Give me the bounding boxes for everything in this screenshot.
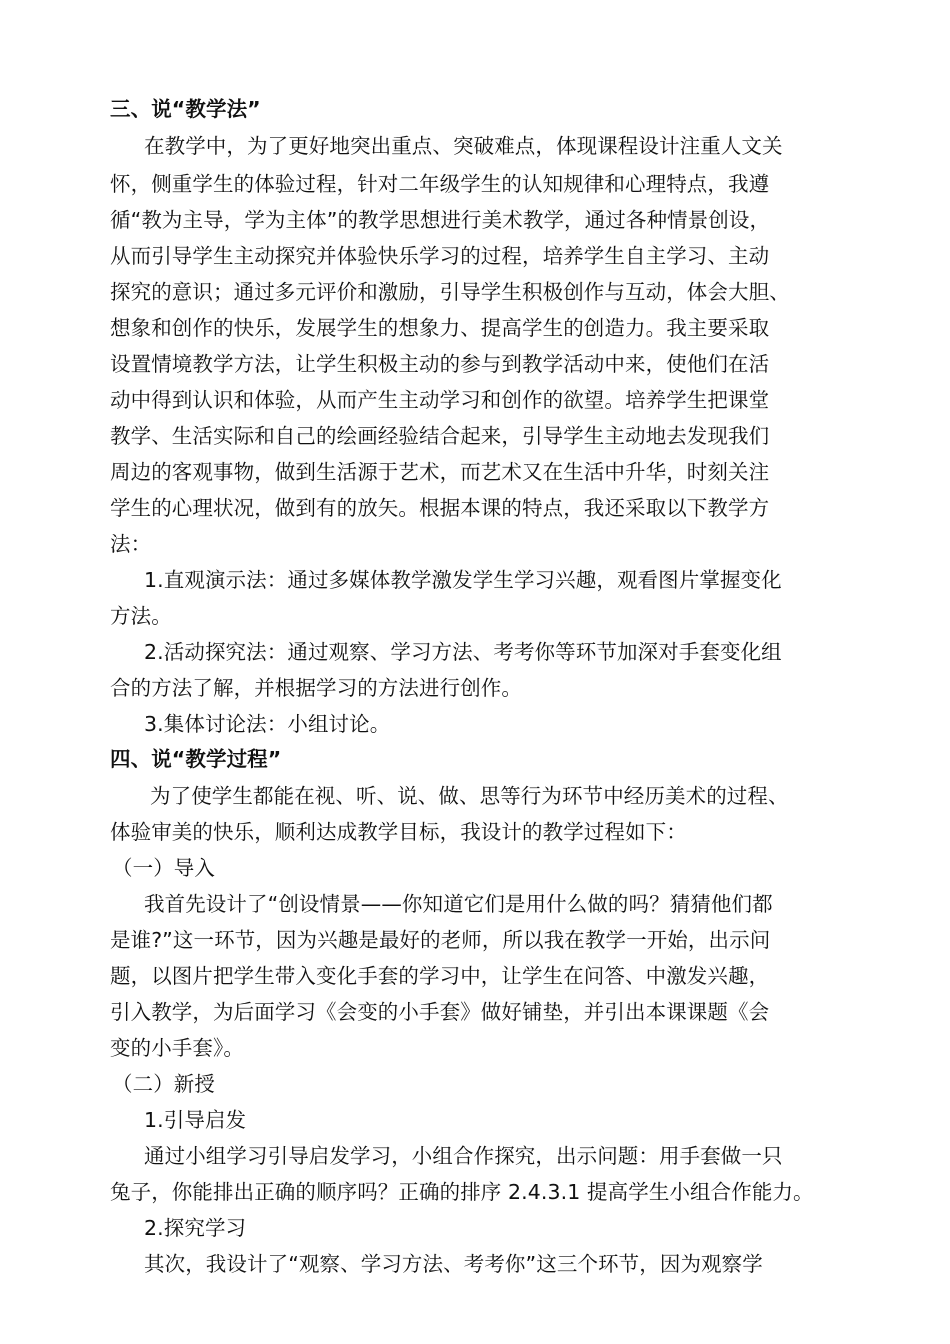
section-4-heading: 四、说“教学过程”	[110, 747, 282, 771]
part-2-title: （二）新授	[112, 1072, 215, 1096]
paragraph-line: 探究的意识；通过多元评价和激励，引导学生积极创作与互动，体会大胆、	[110, 280, 790, 304]
paragraph-line: 是谁?”这一环节，因为兴趣是最好的老师，所以我在教学一开始，出示问	[110, 928, 771, 952]
paragraph-line: 为了使学生都能在视、听、说、做、思等行为环节中经历美术的过程、	[150, 784, 789, 808]
paragraph-line: 我首先设计了“创设情景——你知道它们是用什么做的吗？猜猜他们都	[144, 892, 773, 916]
paragraph-line: 设置情境教学方法，让学生积极主动的参与到教学活动中来，使他们在活	[110, 352, 770, 376]
method-3: 3.集体讨论法：小组讨论。	[144, 712, 391, 736]
paragraph-line: 体验审美的快乐，顺利达成教学目标，我设计的教学过程如下：	[110, 820, 687, 844]
paragraph-line: 变的小手套》。	[110, 1036, 244, 1060]
paragraph-line: 法：	[110, 532, 152, 556]
method-line: 合的方法了解，并根据学习的方法进行创作。	[110, 676, 522, 700]
paragraph-line: 学生的心理状况，做到有的放矢。根据本课的特点，我还采取以下教学方	[110, 496, 770, 520]
paragraph-line: 兔子，你能排出正确的顺序吗？正确的排序 2.4.3.1 提高学生小组合作能力。	[110, 1180, 814, 1204]
section-3-heading: 三、说“教学法”	[110, 97, 261, 121]
paragraph-line: 动中得到认识和体验，从而产生主动学习和创作的欲望。培养学生把课堂	[110, 388, 770, 412]
paragraph-line: 从而引导学生主动探究并体验快乐学习的过程，培养学生自主学习、主动	[110, 244, 770, 268]
sub-2-title: 2.探究学习	[144, 1216, 247, 1240]
part-1-title: （一）导入	[112, 856, 215, 880]
paragraph-line: 其次，我设计了“观察、学习方法、考考你”这三个环节，因为观察学	[144, 1252, 763, 1276]
method-line: 1.直观演示法：通过多媒体教学激发学生学习兴趣，观看图片掌握变化	[144, 568, 782, 592]
paragraph-line: 题，以图片把学生带入变化手套的学习中，让学生在问答、中激发兴趣，	[110, 964, 770, 988]
paragraph-line: 教学、生活实际和自己的绘画经验结合起来，引导学生主动地去发现我们	[110, 424, 770, 448]
paragraph-line: 引入教学，为后面学习《会变的小手套》做好铺垫，并引出本课课题《会	[110, 1000, 770, 1024]
sub-1-title: 1.引导启发	[144, 1108, 247, 1132]
paragraph-line: 怀，侧重学生的体验过程，针对二年级学生的认知规律和心理特点，我遵	[110, 172, 770, 196]
method-line: 2.活动探究法：通过观察、学习方法、考考你等环节加深对手套变化组	[144, 640, 782, 664]
paragraph-line: 通过小组学习引导启发学习，小组合作探究，出示问题：用手套做一只	[144, 1144, 783, 1168]
paragraph-line: 想象和创作的快乐，发展学生的想象力、提高学生的创造力。我主要采取	[110, 316, 770, 340]
paragraph-line: 在教学中，为了更好地突出重点、突破难点，体现课程设计注重人文关	[144, 134, 783, 158]
method-line: 方法。	[110, 604, 172, 628]
paragraph-line: 周边的客观事物，做到生活源于艺术，而艺术又在生活中升华，时刻关注	[110, 460, 770, 484]
paragraph-line: 循“教为主导，学为主体”的教学思想进行美术教学，通过各种情景创设，	[110, 208, 771, 232]
